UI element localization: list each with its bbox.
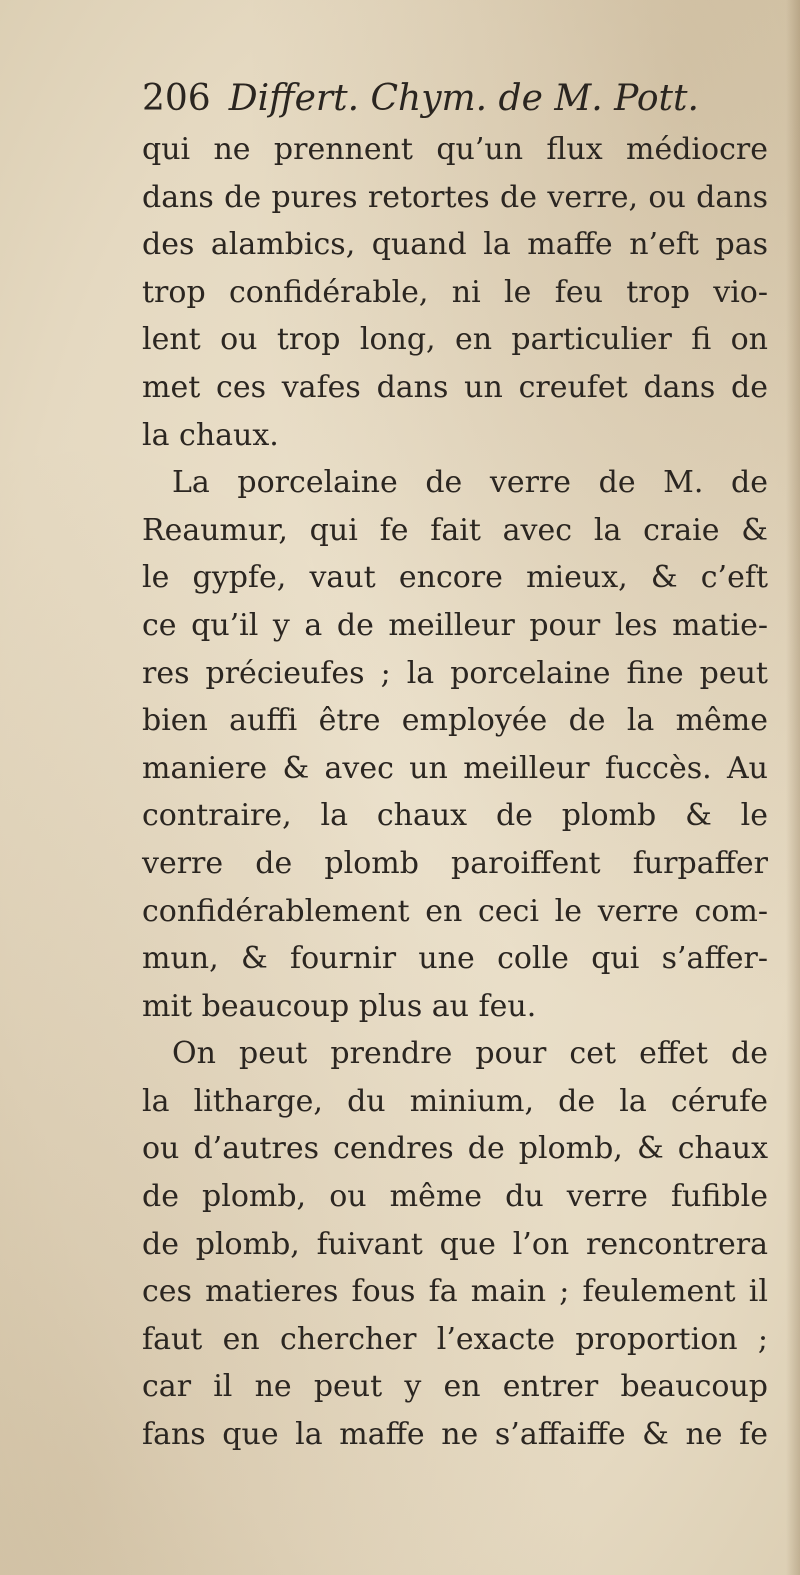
text-line: bien auffi être employée de la même bbox=[142, 703, 768, 739]
text-line: mit beaucoup plus au feu. bbox=[142, 988, 537, 1024]
text-line: ces matieres fous fa main ; feulement il bbox=[142, 1274, 768, 1310]
text-line: trop confidérable, ni le feu trop vio- bbox=[142, 274, 768, 310]
text-line: car il ne peut y en entrer beaucoup bbox=[142, 1369, 768, 1405]
text-line: res précieufes ; la porcelaine fine peut bbox=[142, 655, 768, 691]
paragraph-start-line: La porcelaine de verre de M. de bbox=[172, 465, 768, 501]
text-line: mun, & fournir une colle qui s’affer- bbox=[142, 941, 768, 977]
running-header bbox=[142, 78, 699, 119]
page-number: 206 bbox=[142, 78, 211, 119]
text-line: de plomb, ou même du verre fufible bbox=[142, 1179, 768, 1215]
text-line: verre de plomb paroiffent furpaffer bbox=[142, 845, 768, 881]
text-line: Reaumur, qui fe fait avec la craie & bbox=[142, 512, 768, 548]
text-line: lent ou trop long, en particulier fi on bbox=[142, 322, 768, 358]
text-line: maniere & avec un meilleur fuccès. Au bbox=[142, 750, 768, 786]
paragraph-start-line: On peut prendre pour cet effet de bbox=[172, 1036, 768, 1072]
text-line: dans de pures retortes de verre, ou dans bbox=[142, 179, 768, 215]
running-title: Differt. Chym. de M. Pott. bbox=[228, 78, 699, 119]
text-line: ce qu’il y a de meilleur pour les matie- bbox=[142, 607, 768, 643]
text-line: des alambics, quand la maffe n’eft pas bbox=[142, 227, 768, 263]
text-line: contraire, la chaux de plomb & le bbox=[142, 798, 768, 834]
text-line: la litharge, du minium, de la cérufe bbox=[142, 1083, 768, 1119]
text-line: le gypfe, vaut encore mieux, & c’eft bbox=[142, 560, 768, 596]
text-line: ou d’autres cendres de plomb, & chaux bbox=[142, 1131, 768, 1167]
text-line: met ces vafes dans un creufet dans de bbox=[142, 369, 768, 405]
body-text bbox=[142, 126, 768, 1459]
text-line: confidérablement en ceci le verre com- bbox=[142, 893, 768, 929]
text-line: fans que la maffe ne s’affaiffe & ne fe bbox=[142, 1417, 768, 1453]
text-line: qui ne prennent qu’un flux médiocre bbox=[142, 132, 768, 167]
text-line: de plomb, fuivant que l’on rencontrera bbox=[142, 1226, 768, 1262]
text-line: la chaux. bbox=[142, 417, 279, 453]
text-line: faut en chercher l’exacte proportion ; bbox=[142, 1321, 768, 1357]
